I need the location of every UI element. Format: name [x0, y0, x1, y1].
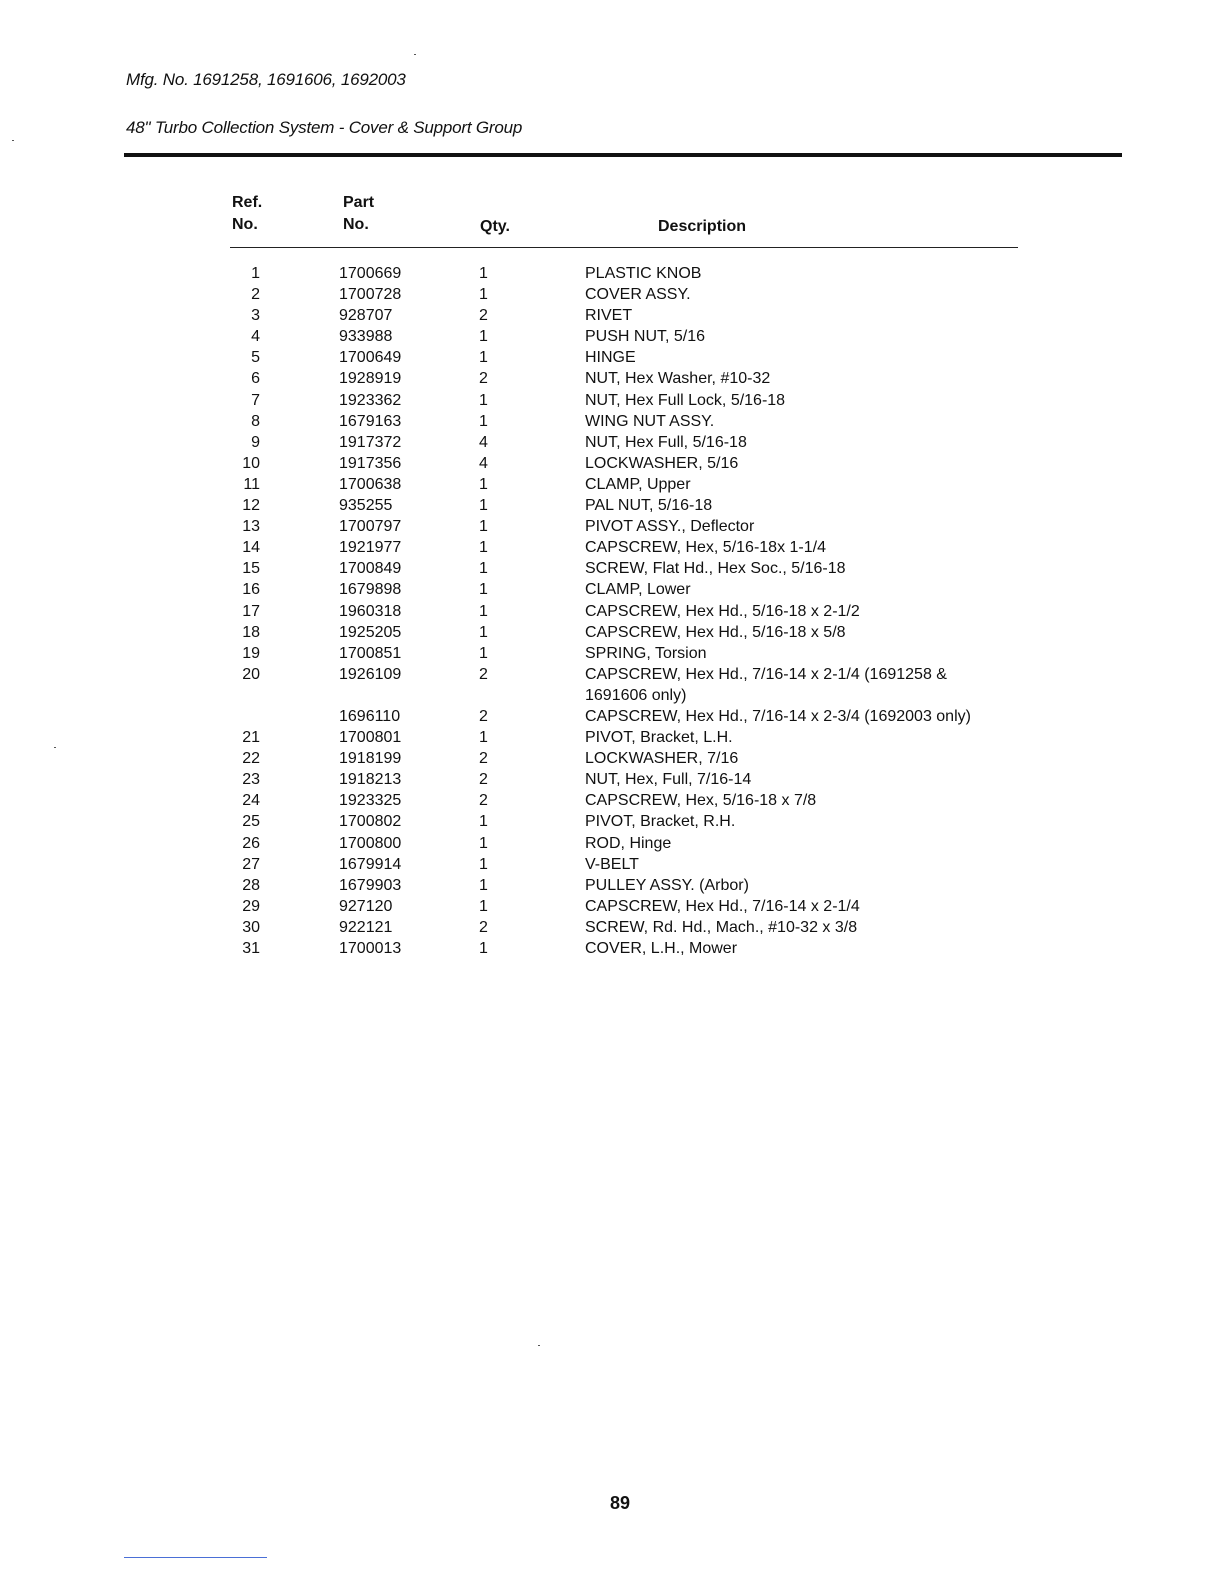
ref-header-line1: Ref. — [232, 194, 263, 211]
ref-no-cell: 30 — [242, 918, 260, 936]
description-cell: ROD, Hinge — [585, 834, 672, 852]
part-no-header — [343, 192, 374, 236]
part-no-cell: 1921977 — [339, 539, 402, 557]
table-row — [0, 432, 1224, 453]
ref-no-cell: 8 — [251, 412, 260, 430]
qty-header: Qty. — [480, 218, 510, 235]
part-no-cell: 933988 — [339, 328, 393, 346]
part-no-cell: 1926109 — [339, 665, 402, 683]
description-cell: SCREW, Flat Hd., Hex Soc., 5/16-18 — [585, 560, 846, 578]
qty-cell: 1 — [479, 391, 488, 409]
part-no-cell: 1700849 — [339, 560, 402, 578]
part-no-cell: 1917356 — [339, 454, 402, 472]
ref-no-cell: 5 — [251, 349, 260, 367]
table-row — [0, 854, 1224, 875]
part-no-cell: 1918213 — [339, 771, 402, 789]
qty-cell: 2 — [479, 370, 488, 388]
table-row — [0, 727, 1224, 748]
table-row — [0, 474, 1224, 495]
ref-no-cell: 4 — [251, 328, 260, 346]
qty-cell: 2 — [479, 307, 488, 325]
ref-no-cell: 23 — [242, 771, 260, 789]
qty-cell: 2 — [479, 707, 488, 725]
ref-no-cell: 11 — [243, 475, 260, 493]
parts-table — [0, 263, 1224, 959]
description-cell: NUT, Hex Full Lock, 5/16-18 — [585, 391, 786, 409]
description-cell: CAPSCREW, Hex, 5/16-18x 1-1/4 — [585, 539, 826, 557]
table-row — [0, 263, 1224, 284]
table-row — [0, 537, 1224, 558]
description-cell: NUT, Hex Washer, #10-32 — [585, 370, 771, 388]
description-cell: CAPSCREW, Hex, 5/16-18 x 7/8 — [585, 792, 817, 810]
qty-cell: 1 — [479, 876, 488, 894]
qty-cell: 1 — [479, 349, 488, 367]
description-cell: PUSH NUT, 5/16 — [585, 328, 706, 346]
table-row — [0, 748, 1224, 769]
table-row — [0, 326, 1224, 347]
qty-cell: 1 — [479, 497, 488, 515]
description-cell: WING NUT ASSY. — [585, 412, 715, 430]
description-cell: PIVOT, Bracket, L.H. — [585, 729, 733, 747]
part-no-cell: 1700013 — [339, 940, 402, 957]
description-cell: CAPSCREW, Hex Hd., 7/16-14 x 2-1/4 — [585, 897, 860, 915]
part-no-cell: 1700728 — [339, 286, 402, 304]
qty-cell: 1 — [479, 813, 488, 831]
qty-cell: 1 — [479, 834, 488, 852]
part-no-cell: 1925205 — [339, 623, 402, 641]
table-row — [0, 305, 1224, 326]
qty-cell: 1 — [479, 897, 488, 915]
ref-no-cell: 10 — [242, 454, 260, 472]
table-row — [0, 411, 1224, 432]
qty-cell: 1 — [479, 940, 488, 957]
description-cell: LOCKWASHER, 7/16 — [585, 750, 739, 768]
description-cell: SCREW, Rd. Hd., Mach., #10-32 x 3/8 — [585, 918, 858, 936]
description-cell: CLAMP, Lower — [585, 581, 691, 599]
qty-cell: 1 — [479, 518, 488, 536]
part-no-cell: 1700669 — [339, 265, 402, 282]
qty-cell: 1 — [479, 265, 488, 282]
description-cell: COVER ASSY. — [585, 286, 691, 304]
table-row — [0, 495, 1224, 516]
description-cell: PIVOT ASSY., Deflector — [585, 518, 755, 536]
scan-speck — [414, 54, 416, 55]
qty-cell: 1 — [479, 475, 488, 493]
ref-no-cell: 18 — [242, 623, 260, 641]
description-cell: HINGE — [585, 349, 636, 367]
ref-no-cell: 21 — [242, 729, 260, 747]
part-no-cell: 1679914 — [339, 855, 402, 873]
ref-no-cell: 29 — [242, 897, 260, 915]
part-no-cell: 1923362 — [339, 391, 402, 409]
qty-cell: 4 — [479, 433, 488, 451]
ref-no-cell: 12 — [242, 497, 260, 515]
ref-no-cell: 27 — [242, 855, 260, 873]
table-row — [0, 347, 1224, 368]
qty-cell: 1 — [479, 286, 488, 304]
ref-no-cell: 28 — [242, 876, 260, 894]
description-cell: PAL NUT, 5/16-18 — [585, 497, 713, 515]
table-row — [0, 833, 1224, 854]
table-row — [0, 390, 1224, 411]
footer-link-underline — [124, 1557, 267, 1558]
qty-cell: 1 — [479, 855, 488, 873]
table-row — [0, 453, 1224, 474]
ref-no-cell: 20 — [242, 665, 260, 683]
part-no-cell: 935255 — [339, 497, 393, 515]
qty-cell: 1 — [479, 729, 488, 747]
qty-cell: 1 — [479, 539, 488, 557]
table-row — [0, 284, 1224, 305]
table-header-rule — [230, 247, 1018, 248]
qty-cell: 1 — [479, 560, 488, 578]
table-row — [0, 896, 1224, 917]
qty-cell: 1 — [479, 623, 488, 641]
description-cell: CAPSCREW, Hex Hd., 7/16-14 x 2-3/4 (1692003 only) — [585, 707, 971, 725]
description-cell: CAPSCREW, Hex Hd., 5/16-18 x 5/8 — [585, 623, 846, 641]
description-cell: CLAMP, Upper — [585, 475, 691, 493]
ref-no-cell: 14 — [242, 539, 260, 557]
description-cell: PIVOT, Bracket, R.H. — [585, 813, 736, 831]
table-row — [0, 558, 1224, 579]
qty-cell: 2 — [479, 750, 488, 768]
part-no-cell: 1700851 — [339, 644, 402, 662]
table-row — [0, 706, 1224, 727]
description-cell: CAPSCREW, Hex Hd., 5/16-18 x 2-1/2 — [585, 602, 860, 620]
ref-no-cell: 17 — [242, 602, 260, 620]
part-no-cell: 1928919 — [339, 370, 402, 388]
ref-no-cell: 19 — [242, 644, 260, 662]
ref-no-cell: 6 — [251, 370, 260, 388]
table-row — [0, 790, 1224, 811]
qty-cell: 1 — [479, 644, 488, 662]
ref-no-cell: 13 — [242, 518, 260, 536]
part-no-cell: 1700802 — [339, 813, 402, 831]
description-cell: RIVET — [585, 307, 633, 325]
qty-cell: 1 — [479, 412, 488, 430]
ref-no-cell: 1 — [251, 265, 260, 282]
qty-cell: 2 — [479, 665, 488, 683]
ref-no-header — [232, 192, 262, 236]
description-cell: COVER, L.H., Mower — [585, 940, 738, 957]
description-cell: NUT, Hex, Full, 7/16-14 — [585, 771, 752, 789]
part-no-cell: 1700801 — [339, 729, 402, 747]
table-row — [0, 516, 1224, 537]
description-cell: PLASTIC KNOB — [585, 265, 702, 282]
part-no-cell: 1700800 — [339, 834, 402, 852]
description-header: Description — [658, 218, 747, 235]
part-no-cell: 1679163 — [339, 412, 402, 430]
ref-no-cell: 24 — [242, 792, 260, 810]
table-row — [0, 368, 1224, 389]
part-no-cell: 928707 — [339, 307, 393, 325]
table-row — [0, 938, 1224, 959]
qty-cell: 1 — [479, 581, 488, 599]
part-no-cell: 1679898 — [339, 581, 402, 599]
header-rule — [124, 153, 1122, 157]
part-no-cell: 1923325 — [339, 792, 402, 810]
ref-no-cell: 9 — [251, 433, 260, 451]
table-row — [0, 643, 1224, 664]
ref-no-cell: 25 — [242, 813, 260, 831]
table-row — [0, 664, 1224, 706]
ref-no-cell: 26 — [242, 834, 260, 852]
part-no-cell: 1679903 — [339, 876, 402, 894]
table-row — [0, 622, 1224, 643]
part-no-cell: 1700797 — [339, 518, 402, 536]
part-no-cell: 1918199 — [339, 750, 402, 768]
description-cell: CAPSCREW, Hex Hd., 7/16-14 x 2-1/4 (1691258 & 1691606 only) — [585, 665, 947, 704]
part-no-cell: 927120 — [339, 897, 393, 915]
description-cell: LOCKWASHER, 5/16 — [585, 454, 739, 472]
qty-cell: 1 — [479, 328, 488, 346]
qty-cell: 2 — [479, 792, 488, 810]
part-no-cell: 1917372 — [339, 433, 402, 451]
table-row — [0, 579, 1224, 600]
ref-no-cell: 16 — [242, 581, 260, 599]
qty-cell: 2 — [479, 771, 488, 789]
ref-no-cell: 15 — [242, 560, 260, 578]
part-no-cell: 1700638 — [339, 475, 402, 493]
part-no-cell: 1700649 — [339, 349, 402, 367]
qty-cell: 2 — [479, 918, 488, 936]
table-row — [0, 811, 1224, 832]
part-no-cell: 1960318 — [339, 602, 402, 620]
ref-no-cell: 31 — [242, 940, 260, 957]
section-title: 48" Turbo Collection System - Cover & Support Group — [126, 118, 523, 137]
table-row — [0, 875, 1224, 896]
ref-no-cell: 7 — [251, 391, 260, 409]
manufacturer-numbers: Mfg. No. 1691258, 1691606, 1692003 — [126, 70, 406, 89]
part-header-line1: Part — [343, 194, 375, 211]
page-number: 89 — [609, 1493, 631, 1513]
scan-speck — [54, 747, 56, 748]
part-header-line2: No. — [343, 216, 369, 233]
ref-header-line2: No. — [232, 216, 258, 233]
qty-cell: 4 — [479, 454, 488, 472]
description-cell: PULLEY ASSY. (Arbor) — [585, 876, 749, 894]
qty-cell: 1 — [479, 602, 488, 620]
scan-speck — [538, 1345, 540, 1346]
part-no-cell: 1696110 — [339, 707, 401, 725]
ref-no-cell: 2 — [251, 286, 260, 304]
part-no-cell: 922121 — [339, 918, 393, 936]
table-row — [0, 601, 1224, 622]
description-cell: SPRING, Torsion — [585, 644, 707, 662]
ref-no-cell: 22 — [242, 750, 260, 768]
description-cell: V-BELT — [585, 855, 639, 873]
ref-no-cell: 3 — [251, 307, 260, 325]
table-row — [0, 769, 1224, 790]
description-cell: NUT, Hex Full, 5/16-18 — [585, 433, 747, 451]
scan-speck — [12, 140, 14, 141]
table-row — [0, 917, 1224, 938]
